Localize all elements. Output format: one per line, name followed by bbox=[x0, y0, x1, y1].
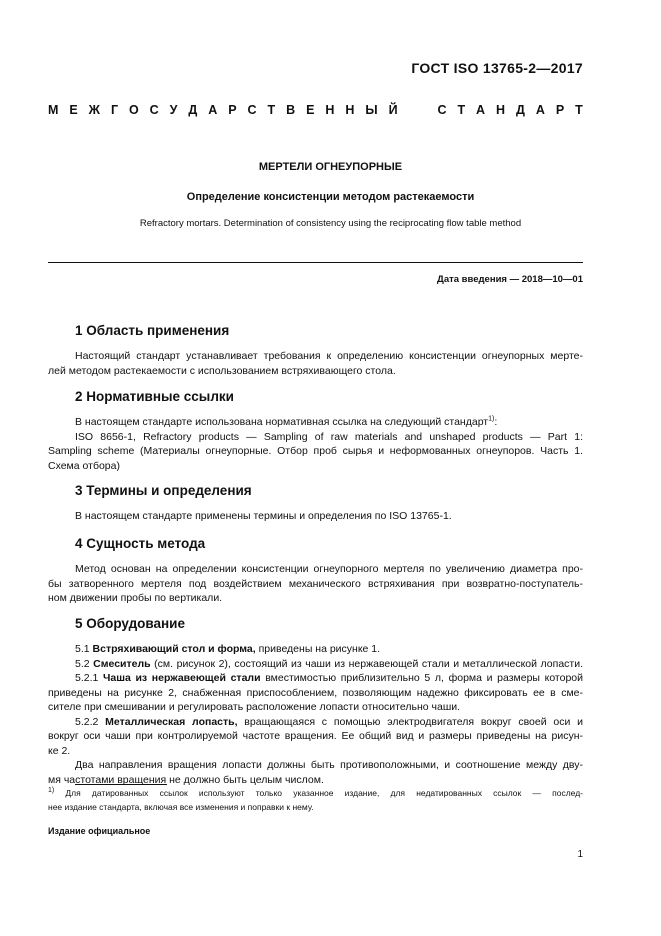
section-5-last-line-1: Два направления вращения лопасти должны быть противоположными, и соотношение между дву- bbox=[75, 759, 583, 771]
introduction-date: Дата введения — 2018—10—01 bbox=[437, 274, 583, 285]
section-2-line-1: В настоящем стандарте использована нормативная ссылка на следующий стандарт bbox=[75, 416, 489, 428]
section-5-heading: 5 Оборудование bbox=[75, 616, 185, 631]
document-title: МЕРТЕЛИ ОГНЕУПОРНЫЕ bbox=[258, 161, 403, 173]
banner-letter: Е bbox=[69, 103, 78, 117]
banner-letter: Е bbox=[306, 103, 315, 117]
clause-5-2-2: 5.2.2 Металлическая лопасть, вращающаяся с помощью электродвигателя вокруг своей оси и bbox=[75, 715, 583, 728]
banner-letter: М bbox=[48, 103, 59, 117]
banner-letter: В bbox=[286, 103, 296, 117]
section-1-line-2: лей методом растекаемости с использованием встряхивающего стола. bbox=[48, 364, 396, 377]
footnote-divider bbox=[75, 784, 167, 785]
section-4-line-3: ном движении пробы по вертикали. bbox=[48, 592, 223, 604]
banner-letter: Д bbox=[188, 103, 198, 117]
footnote-line-1: Для датированных ссылок используют только указанное издание, для недатированных ссылок — послед- bbox=[54, 788, 583, 798]
section-4-heading: 4 Сущность метода bbox=[75, 536, 206, 551]
clause-5-2-1: 5.2.1 Чаша из нержавеющей стали вместимостью приблизительно 5 л, форма и размеры которой bbox=[75, 672, 584, 684]
banner-letter: Й bbox=[388, 103, 398, 117]
banner-letter: О bbox=[128, 103, 139, 117]
section-2-line-2: ISO 8656-1, Refractory products — Sampling of raw materials and unshaped products — Part 1: bbox=[75, 430, 583, 443]
section-2-heading: 2 Нормативные ссылки bbox=[75, 389, 234, 404]
clause-5-2: 5.2 Смеситель (см. рисунок 2), состоящий из чаши из нержавеющей стали и металлической лопасти. bbox=[75, 657, 584, 670]
section-1-line-1: Настоящий стандарт устанавливает требования к определению консистенции огнеупорных мерте- bbox=[75, 350, 583, 362]
footnote-marker: 1) bbox=[48, 787, 55, 795]
banner-letter: С bbox=[247, 103, 257, 117]
section-4-line-2: бы затворенного мертеля под воздействием механического встряхивания при возвратно-поступатель- bbox=[48, 577, 583, 590]
english-title: Refractory mortars. Determination of consistency using the reciprocating flow table method bbox=[139, 218, 522, 229]
section-4-text bbox=[48, 562, 583, 606]
clause-5-2-2-line-2: вокруг оси чаши при контролируемой частоте вращения. Ее общий вид и размеры приведены на рисун- bbox=[48, 730, 583, 742]
banner-letter: А bbox=[535, 103, 545, 117]
footnote bbox=[48, 786, 583, 814]
banner-letter: Т bbox=[267, 103, 276, 117]
section-3-line-1: В настоящем стандарте применены термины и определения по ISO 13765-1. bbox=[75, 510, 452, 522]
banner-letter: Р bbox=[228, 103, 237, 117]
banner-letter: Н bbox=[325, 103, 335, 117]
page-number: 1 bbox=[577, 849, 583, 860]
section-5-text bbox=[48, 642, 583, 787]
section-3-text bbox=[48, 509, 583, 524]
section-1-text bbox=[48, 349, 583, 378]
banner-letter: Ж bbox=[88, 103, 100, 117]
title-divider bbox=[48, 262, 583, 263]
clause-5-2-2-line-3: ке 2. bbox=[48, 744, 71, 757]
banner-letter: Т bbox=[575, 103, 583, 117]
banner-letter: А bbox=[208, 103, 218, 117]
banner-letter: С bbox=[437, 103, 447, 117]
section-5-last-line-2: мя частотами вращения не должно быть целым числом. bbox=[48, 773, 324, 786]
clause-5-2-1-line-3: сителе при смешивании и регулировать расположение лопасти относительно чаши. bbox=[48, 701, 461, 713]
banner-letter: А bbox=[476, 103, 486, 117]
banner-letter: Н bbox=[345, 103, 355, 117]
interstate-standard-banner bbox=[48, 103, 583, 117]
clause-5-2-1-line-2: приведены на рисунке 2, снабженная приспособлением, позволяющим надежно фиксировать ее в сме- bbox=[48, 686, 583, 699]
official-edition-label: Издание официальное bbox=[48, 826, 151, 836]
banner-letter: Н bbox=[496, 103, 506, 117]
section-1-heading: 1 Область применения bbox=[75, 323, 230, 338]
banner-letter: С bbox=[149, 103, 159, 117]
banner-letter: У bbox=[169, 103, 178, 117]
footnote-line-2: нее издание стандарта, включая все изменения и поправки к нему. bbox=[48, 802, 314, 812]
section-2-line-3: Sampling scheme (Материалы огнеупорные. Отбор проб сырья и неформованных огнеупоров. Часть 1. bbox=[48, 445, 583, 457]
gost-number: ГОСТ ISO 13765-2—2017 bbox=[411, 60, 583, 76]
banner-letter: Д bbox=[516, 103, 525, 117]
section-2-text: В настоящем стандарте использована нормативная ссылка на следующий стандарт$^{1)}$: ISO 8656-1, Refractory products — Sampling of raw materials and unshaped products — Part 1: Sampling scheme (Материалы огнеупорные. Отбор проб сырья и неформованных огнеупоров. Часть 1. Схема отбора) bbox=[48, 415, 583, 472]
banner-letter: Т bbox=[457, 103, 466, 117]
document-subtitle: Определение консистенции методом растекаемости bbox=[186, 191, 475, 203]
banner-word-gap bbox=[409, 103, 427, 117]
section-2-line-4: Схема отбора) bbox=[48, 459, 120, 472]
banner-letter: Р bbox=[555, 103, 565, 117]
clause-5-1: 5.1 Встряхивающий стол и форма, приведены на рисунке 1. bbox=[75, 643, 381, 655]
banner-letter: Г bbox=[110, 103, 119, 117]
section-4-line-1: Метод основан на определении консистенции огнеупорного мертеля по увеличению диаметра про- bbox=[75, 563, 583, 575]
section-3-heading: 3 Термины и определения bbox=[75, 483, 252, 498]
banner-letter: Ы bbox=[365, 103, 378, 117]
footnote-ref: 1) bbox=[488, 415, 495, 423]
